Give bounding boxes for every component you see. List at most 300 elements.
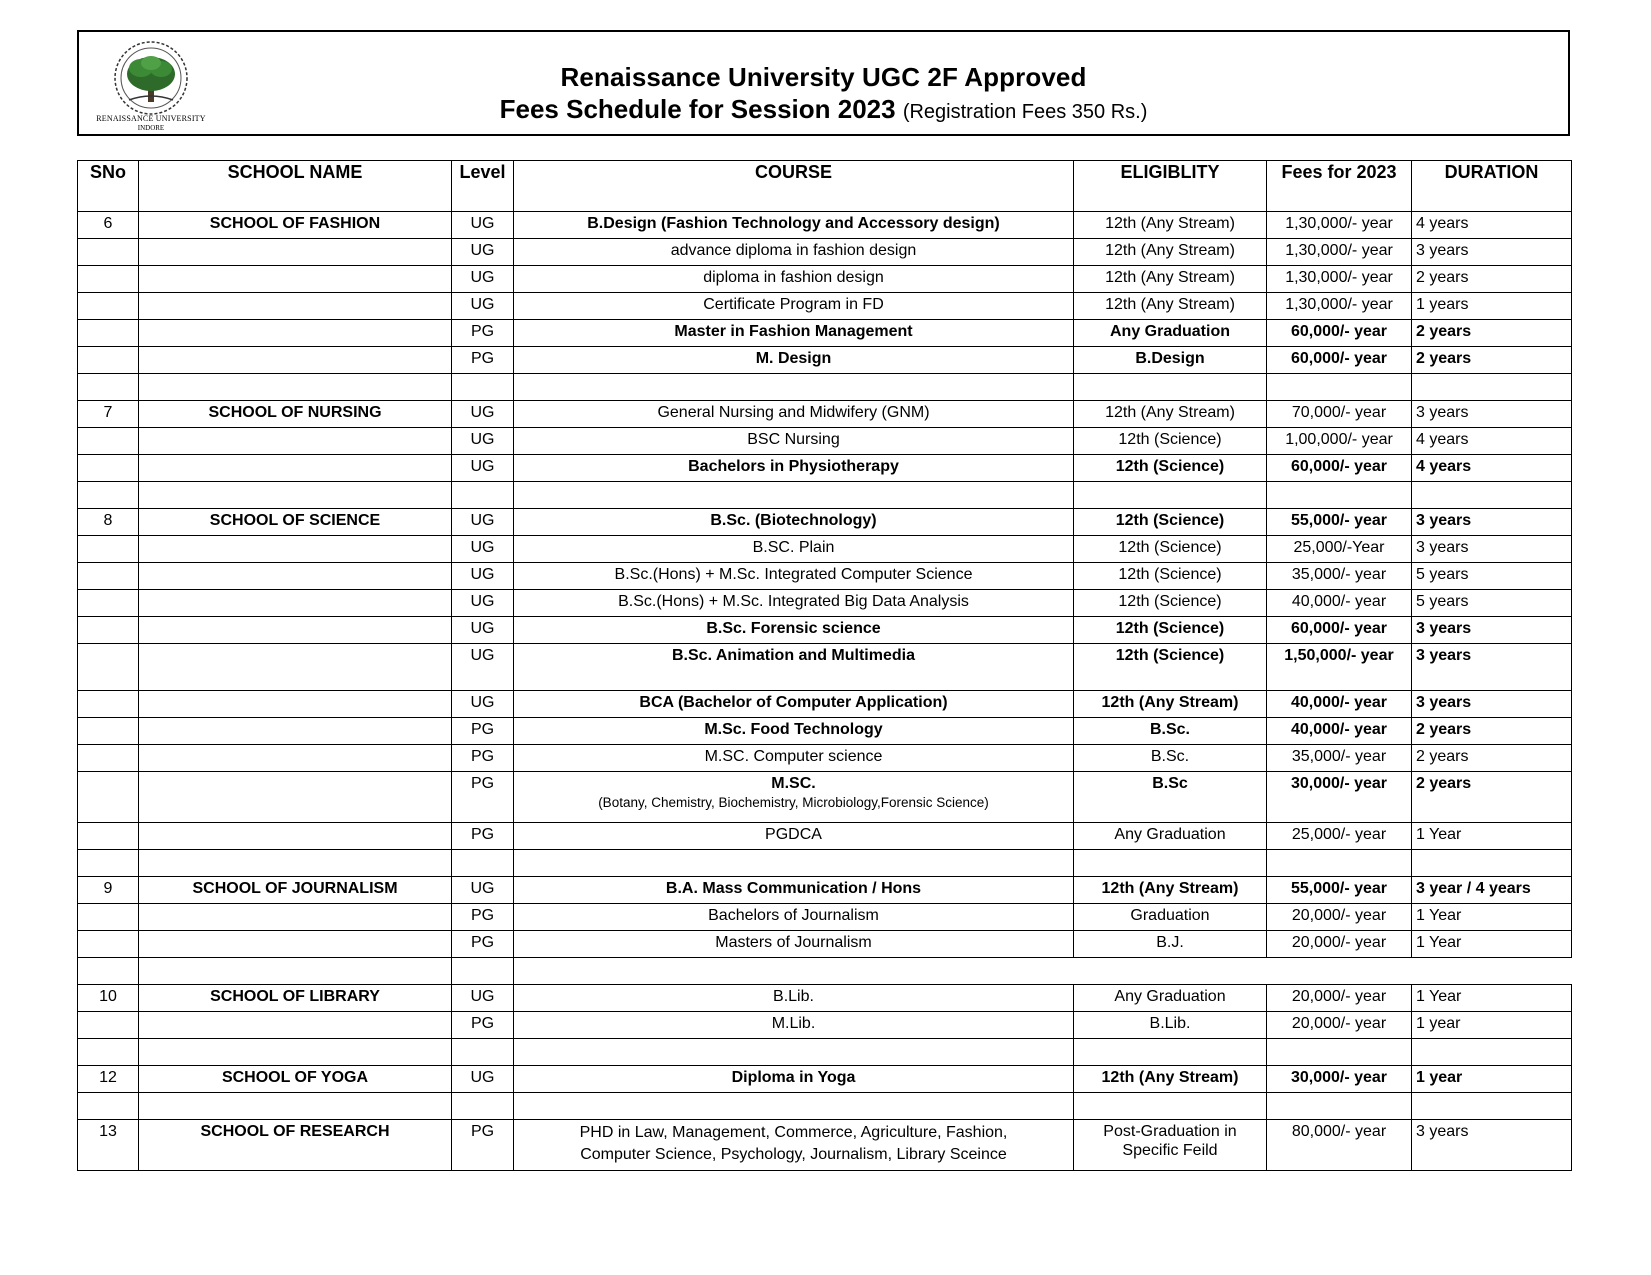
sno-cell: [78, 590, 139, 617]
fees-cell: 20,000/- year: [1267, 1012, 1412, 1039]
eligibility-text-line2: Specific Feild: [1122, 1142, 1218, 1159]
empty-cell: [514, 1093, 1074, 1120]
sno-cell: [78, 536, 139, 563]
school-name-cell: [139, 617, 452, 644]
duration-cell: 1 years: [1412, 293, 1572, 320]
duration-cell: 3 years: [1412, 617, 1572, 644]
logo-subtext: INDORE: [137, 124, 165, 132]
sno-cell: [78, 617, 139, 644]
spacer-row: [78, 850, 1572, 877]
school-name-cell: [139, 428, 452, 455]
table-row: [78, 823, 1572, 850]
table-row: [78, 644, 1572, 691]
eligibility-text: Any Graduation: [1114, 988, 1226, 1005]
course-cell: [514, 644, 1074, 691]
course-name: advance diploma in fashion design: [670, 242, 917, 259]
course-cell: [514, 691, 1074, 718]
course-name: B.A. Mass Communication / Hons: [665, 880, 922, 897]
empty-cell: [1412, 482, 1572, 509]
course-name: B.Lib.: [773, 988, 814, 1005]
course-name: M.SC. Computer science: [704, 748, 883, 765]
empty-cell: [1412, 1039, 1572, 1066]
course-name: BSC Nursing: [747, 431, 840, 448]
level-cell: UG: [452, 401, 514, 428]
empty-cell: [139, 958, 452, 985]
duration-cell: 3 years: [1412, 239, 1572, 266]
empty-cell: [452, 850, 514, 877]
school-name-cell: SCHOOL OF YOGA: [139, 1066, 452, 1093]
fees-cell: 35,000/- year: [1267, 563, 1412, 590]
eligibility-cell: [1074, 617, 1267, 644]
table-row: [78, 266, 1572, 293]
empty-cell: [514, 1039, 1074, 1066]
fees-cell: 1,30,000/- year: [1267, 212, 1412, 239]
duration-cell: 5 years: [1412, 590, 1572, 617]
eligibility-cell: [1074, 239, 1267, 266]
fees-table: [77, 160, 1572, 1171]
table-row: [78, 239, 1572, 266]
course-name: M.Sc. Food Technology: [704, 721, 883, 738]
eligibility-text: Graduation: [1130, 907, 1210, 924]
sno-cell: [78, 823, 139, 850]
duration-cell: 2 years: [1412, 320, 1572, 347]
col-header-duration: DURATION: [1412, 161, 1572, 212]
eligibility-cell: [1074, 877, 1267, 904]
empty-cell: [1267, 482, 1412, 509]
empty-cell: [452, 482, 514, 509]
registration-fee-note: (Registration Fees 350 Rs.): [902, 101, 1148, 123]
school-name-cell: [139, 563, 452, 590]
eligibility-cell: [1074, 428, 1267, 455]
empty-cell: [1074, 482, 1267, 509]
duration-cell: 3 years: [1412, 1120, 1572, 1171]
eligibility-text: 12th (Science): [1115, 647, 1225, 664]
fees-cell: 25,000/- year: [1267, 823, 1412, 850]
fees-cell: 1,50,000/- year: [1267, 644, 1412, 691]
duration-cell: 3 years: [1412, 509, 1572, 536]
fees-cell: 1,00,000/- year: [1267, 428, 1412, 455]
empty-cell: [1412, 1093, 1572, 1120]
sno-cell: [78, 931, 139, 958]
fees-cell: 20,000/- year: [1267, 985, 1412, 1012]
duration-cell: 4 years: [1412, 212, 1572, 239]
school-name-cell: [139, 266, 452, 293]
course-name: Bachelors in Physiotherapy: [688, 458, 899, 475]
sno-cell: 6: [78, 212, 139, 239]
level-cell: UG: [452, 239, 514, 266]
fees-cell: 1,30,000/- year: [1267, 239, 1412, 266]
course-name: diploma in fashion design: [703, 269, 884, 286]
empty-cell: [78, 1093, 139, 1120]
fees-cell: 20,000/- year: [1267, 904, 1412, 931]
page-title: Renaissance University UGC 2F Approved: [560, 62, 1087, 92]
sno-cell: [78, 293, 139, 320]
duration-cell: 2 years: [1412, 718, 1572, 745]
empty-cell: [1412, 850, 1572, 877]
level-cell: PG: [452, 1120, 514, 1171]
duration-cell: 3 years: [1412, 401, 1572, 428]
course-name: Certificate Program in FD: [703, 296, 884, 313]
sno-cell: 12: [78, 1066, 139, 1093]
level-cell: PG: [452, 931, 514, 958]
eligibility-text: 12th (Any Stream): [1105, 242, 1235, 259]
empty-cell: [514, 482, 1074, 509]
fees-cell: 40,000/- year: [1267, 590, 1412, 617]
level-cell: UG: [452, 536, 514, 563]
school-name-cell: [139, 691, 452, 718]
course-name: B.SC. Plain: [752, 539, 835, 556]
table-row: [78, 536, 1572, 563]
fees-cell: 55,000/- year: [1267, 877, 1412, 904]
table-body: [78, 212, 1572, 1171]
sno-cell: [78, 904, 139, 931]
eligibility-cell: [1074, 509, 1267, 536]
fees-cell: 80,000/- year: [1267, 1120, 1412, 1171]
eligibility-text: 12th (Any Stream): [1101, 694, 1239, 711]
table-row: [78, 212, 1572, 239]
school-name-cell: [139, 536, 452, 563]
school-name-cell: [139, 904, 452, 931]
sno-cell: 7: [78, 401, 139, 428]
course-cell: [514, 931, 1074, 958]
table-row: [78, 1120, 1572, 1171]
eligibility-text: B.Lib.: [1149, 1015, 1191, 1032]
course-cell: [514, 239, 1074, 266]
empty-cell: [514, 850, 1074, 877]
spacer-row: [78, 1039, 1572, 1066]
table-row: [78, 590, 1572, 617]
empty-cell: [1074, 850, 1267, 877]
course-name: B.Sc. (Biotechnology): [710, 512, 877, 529]
school-name-cell: [139, 239, 452, 266]
eligibility-cell: [1074, 401, 1267, 428]
eligibility-cell: [1074, 212, 1267, 239]
eligibility-cell: [1074, 904, 1267, 931]
spacer-row: [78, 958, 1572, 985]
duration-cell: 4 years: [1412, 455, 1572, 482]
eligibility-cell: [1074, 293, 1267, 320]
eligibility-text: 12th (Any Stream): [1105, 296, 1235, 313]
eligibility-text: 12th (Any Stream): [1105, 215, 1235, 232]
logo-text: RENAISSANCE UNIVERSITY: [96, 114, 206, 123]
course-cell: [514, 401, 1074, 428]
course-cell: [514, 212, 1074, 239]
empty-cell: [1267, 374, 1412, 401]
level-cell: UG: [452, 563, 514, 590]
level-cell: UG: [452, 1066, 514, 1093]
empty-cell: [1267, 1093, 1412, 1120]
school-name-cell: [139, 718, 452, 745]
school-name-cell: [139, 745, 452, 772]
course-cell: [514, 718, 1074, 745]
course-cell: [514, 536, 1074, 563]
duration-cell: 1 Year: [1412, 931, 1572, 958]
duration-cell: 2 years: [1412, 347, 1572, 374]
course-cell: [514, 1012, 1074, 1039]
eligibility-text: 12th (Any Stream): [1101, 880, 1239, 897]
table-row: [78, 877, 1572, 904]
fees-cell: 60,000/- year: [1267, 320, 1412, 347]
col-header-school: SCHOOL NAME: [139, 161, 452, 212]
duration-cell: 3 years: [1412, 644, 1572, 691]
eligibility-text: B.Sc.: [1150, 748, 1190, 765]
fees-cell: 30,000/- year: [1267, 1066, 1412, 1093]
course-cell: [514, 293, 1074, 320]
eligibility-cell: [1074, 455, 1267, 482]
sno-cell: 9: [78, 877, 139, 904]
level-cell: PG: [452, 823, 514, 850]
fees-cell: 70,000/- year: [1267, 401, 1412, 428]
duration-cell: 2 years: [1412, 266, 1572, 293]
school-name-cell: SCHOOL OF NURSING: [139, 401, 452, 428]
course-cell: [514, 590, 1074, 617]
level-cell: UG: [452, 644, 514, 691]
school-name-cell: [139, 931, 452, 958]
school-name-cell: [139, 320, 452, 347]
table-row: [78, 617, 1572, 644]
empty-cell: [78, 374, 139, 401]
table-row: [78, 931, 1572, 958]
eligibility-cell: [1074, 1012, 1267, 1039]
eligibility-text: B.Sc.: [1149, 721, 1190, 738]
empty-cell: [452, 374, 514, 401]
table-row: [78, 293, 1572, 320]
sno-cell: [78, 745, 139, 772]
course-name: PGDCA: [765, 826, 822, 843]
fees-cell: 60,000/- year: [1267, 455, 1412, 482]
school-name-cell: SCHOOL OF JOURNALISM: [139, 877, 452, 904]
empty-cell: [139, 374, 452, 401]
eligibility-text: 12th (Science): [1118, 539, 1222, 556]
fees-cell: 60,000/- year: [1267, 617, 1412, 644]
course-name: Masters of Journalism: [715, 934, 872, 951]
sno-cell: [78, 644, 139, 691]
school-name-cell: [139, 823, 452, 850]
eligibility-cell: [1074, 823, 1267, 850]
col-header-sno: SNo: [78, 161, 139, 212]
eligibility-cell: [1074, 1120, 1267, 1171]
sno-cell: 8: [78, 509, 139, 536]
level-cell: UG: [452, 293, 514, 320]
level-cell: UG: [452, 691, 514, 718]
course-name: B.Sc.(Hons) + M.Sc. Integrated Big Data Analysis: [618, 593, 969, 610]
table-row: [78, 904, 1572, 931]
level-cell: UG: [452, 266, 514, 293]
eligibility-cell: [1074, 691, 1267, 718]
empty-cell: [78, 850, 139, 877]
empty-cell: [1267, 850, 1412, 877]
level-cell: UG: [452, 428, 514, 455]
level-cell: UG: [452, 985, 514, 1012]
sno-cell: [78, 718, 139, 745]
course-name: Bachelors of Journalism: [708, 907, 879, 924]
empty-cell: [452, 958, 514, 985]
level-cell: UG: [452, 212, 514, 239]
table-row: [78, 985, 1572, 1012]
eligibility-text: Any Graduation: [1114, 826, 1226, 843]
empty-cell: [1074, 374, 1267, 401]
level-cell: UG: [452, 455, 514, 482]
table-row: [78, 563, 1572, 590]
level-cell: PG: [452, 1012, 514, 1039]
sno-cell: 13: [78, 1120, 139, 1171]
col-header-course: COURSE: [514, 161, 1074, 212]
empty-cell: [1074, 1093, 1267, 1120]
empty-cell: [139, 850, 452, 877]
col-header-fees: Fees for 2023: [1267, 161, 1412, 212]
fees-cell: 55,000/- year: [1267, 509, 1412, 536]
school-name-cell: [139, 1012, 452, 1039]
table-row: [78, 509, 1572, 536]
eligibility-cell: [1074, 590, 1267, 617]
spacer-row: [78, 374, 1572, 401]
table-row: [78, 455, 1572, 482]
empty-cell: [78, 958, 139, 985]
eligibility-cell: [1074, 1066, 1267, 1093]
course-name: M.Lib.: [771, 1015, 816, 1032]
course-name: B.Design (Fashion Technology and Accessory design): [587, 215, 1000, 232]
eligibility-text: 12th (Any Stream): [1105, 269, 1235, 286]
level-cell: PG: [452, 320, 514, 347]
level-cell: UG: [452, 617, 514, 644]
col-header-level: Level: [452, 161, 514, 212]
course-name: B.Sc. Animation and Multimedia: [672, 647, 915, 664]
eligibility-text: 12th (Science): [1115, 512, 1225, 529]
duration-cell: 2 years: [1412, 772, 1572, 823]
course-cell: [514, 904, 1074, 931]
level-cell: UG: [452, 590, 514, 617]
sno-cell: [78, 772, 139, 823]
course-cell: [514, 509, 1074, 536]
fees-cell: 25,000/-Year: [1267, 536, 1412, 563]
empty-cell: [1412, 374, 1572, 401]
course-name: BCA (Bachelor of Computer Application): [639, 694, 948, 711]
level-cell: PG: [452, 718, 514, 745]
eligibility-cell: [1074, 931, 1267, 958]
empty-cell: [139, 482, 452, 509]
duration-cell: 3 year / 4 years: [1412, 877, 1572, 904]
course-name-line2: Computer Science, Psychology, Journalism, Library Sceince: [580, 1146, 1007, 1163]
eligibility-text: Post-Graduation in: [1103, 1123, 1237, 1140]
course-name: PHD in Law, Management, Commerce, Agriculture, Fashion,: [579, 1124, 1008, 1141]
level-cell: PG: [452, 904, 514, 931]
school-name-cell: [139, 644, 452, 691]
empty-cell: [452, 1093, 514, 1120]
duration-cell: 4 years: [1412, 428, 1572, 455]
sno-cell: [78, 239, 139, 266]
duration-cell: 3 years: [1412, 691, 1572, 718]
course-cell: [514, 772, 1074, 823]
table-row: [78, 718, 1572, 745]
eligibility-text: Any Graduation: [1109, 323, 1230, 340]
course-name: M.SC.: [771, 775, 816, 792]
table-row: [78, 691, 1572, 718]
level-cell: PG: [452, 772, 514, 823]
course-cell: [514, 985, 1074, 1012]
sno-cell: 10: [78, 985, 139, 1012]
eligibility-cell: [1074, 745, 1267, 772]
eligibility-cell: [1074, 320, 1267, 347]
fees-cell: 1,30,000/- year: [1267, 266, 1412, 293]
level-cell: UG: [452, 509, 514, 536]
course-name: B.Sc. Forensic science: [706, 620, 881, 637]
eligibility-text: B.Design: [1135, 350, 1205, 367]
eligibility-text: 12th (Science): [1118, 593, 1222, 610]
duration-cell: 3 years: [1412, 536, 1572, 563]
empty-cell: [139, 1093, 452, 1120]
course-name: General Nursing and Midwifery (GNM): [657, 404, 930, 421]
duration-cell: 1 Year: [1412, 823, 1572, 850]
sno-cell: [78, 320, 139, 347]
course-cell: [514, 320, 1074, 347]
table-row: [78, 428, 1572, 455]
school-name-cell: [139, 347, 452, 374]
course-cell: [514, 617, 1074, 644]
fees-cell: 60,000/- year: [1267, 347, 1412, 374]
table-row: [78, 772, 1572, 823]
fees-cell: 30,000/- year: [1267, 772, 1412, 823]
fees-cell: 40,000/- year: [1267, 691, 1412, 718]
school-name-cell: SCHOOL OF LIBRARY: [139, 985, 452, 1012]
school-name-cell: [139, 293, 452, 320]
sno-cell: [78, 1012, 139, 1039]
course-cell: [514, 1066, 1074, 1093]
school-name-cell: SCHOOL OF SCIENCE: [139, 509, 452, 536]
eligibility-text: 12th (Science): [1118, 431, 1222, 448]
duration-cell: 1 year: [1412, 1066, 1572, 1093]
table-row: [78, 347, 1572, 374]
duration-cell: 1 Year: [1412, 985, 1572, 1012]
table-row: [78, 320, 1572, 347]
eligibility-cell: [1074, 563, 1267, 590]
table-row: [78, 1066, 1572, 1093]
course-cell: [514, 823, 1074, 850]
fees-cell: 40,000/- year: [1267, 718, 1412, 745]
page-subtitle: [79, 94, 1568, 125]
course-cell: [514, 877, 1074, 904]
course-cell: [514, 347, 1074, 374]
sno-cell: [78, 563, 139, 590]
table-row: [78, 1012, 1572, 1039]
course-cell: [514, 1120, 1074, 1171]
sno-cell: [78, 347, 139, 374]
eligibility-cell: [1074, 718, 1267, 745]
duration-cell: 1 Year: [1412, 904, 1572, 931]
eligibility-text: B.J.: [1156, 934, 1184, 951]
eligibility-text: 12th (Science): [1118, 566, 1222, 583]
level-cell: PG: [452, 745, 514, 772]
eligibility-cell: [1074, 644, 1267, 691]
course-cell: [514, 428, 1074, 455]
empty-cell: [514, 958, 1572, 985]
sno-cell: [78, 691, 139, 718]
document-header: [77, 30, 1570, 136]
empty-cell: [1267, 1039, 1412, 1066]
course-cell: [514, 745, 1074, 772]
eligibility-text: 12th (Science): [1115, 620, 1225, 637]
spacer-row: [78, 1093, 1572, 1120]
eligibility-text: 12th (Any Stream): [1101, 1069, 1239, 1086]
course-name: B.Sc.(Hons) + M.Sc. Integrated Computer Science: [614, 566, 973, 583]
fees-cell: 20,000/- year: [1267, 931, 1412, 958]
course-name: Master in Fashion Management: [674, 323, 913, 340]
course-cell: [514, 563, 1074, 590]
sno-cell: [78, 428, 139, 455]
school-name-cell: SCHOOL OF RESEARCH: [139, 1120, 452, 1171]
level-cell: PG: [452, 347, 514, 374]
duration-cell: 5 years: [1412, 563, 1572, 590]
empty-cell: [78, 1039, 139, 1066]
